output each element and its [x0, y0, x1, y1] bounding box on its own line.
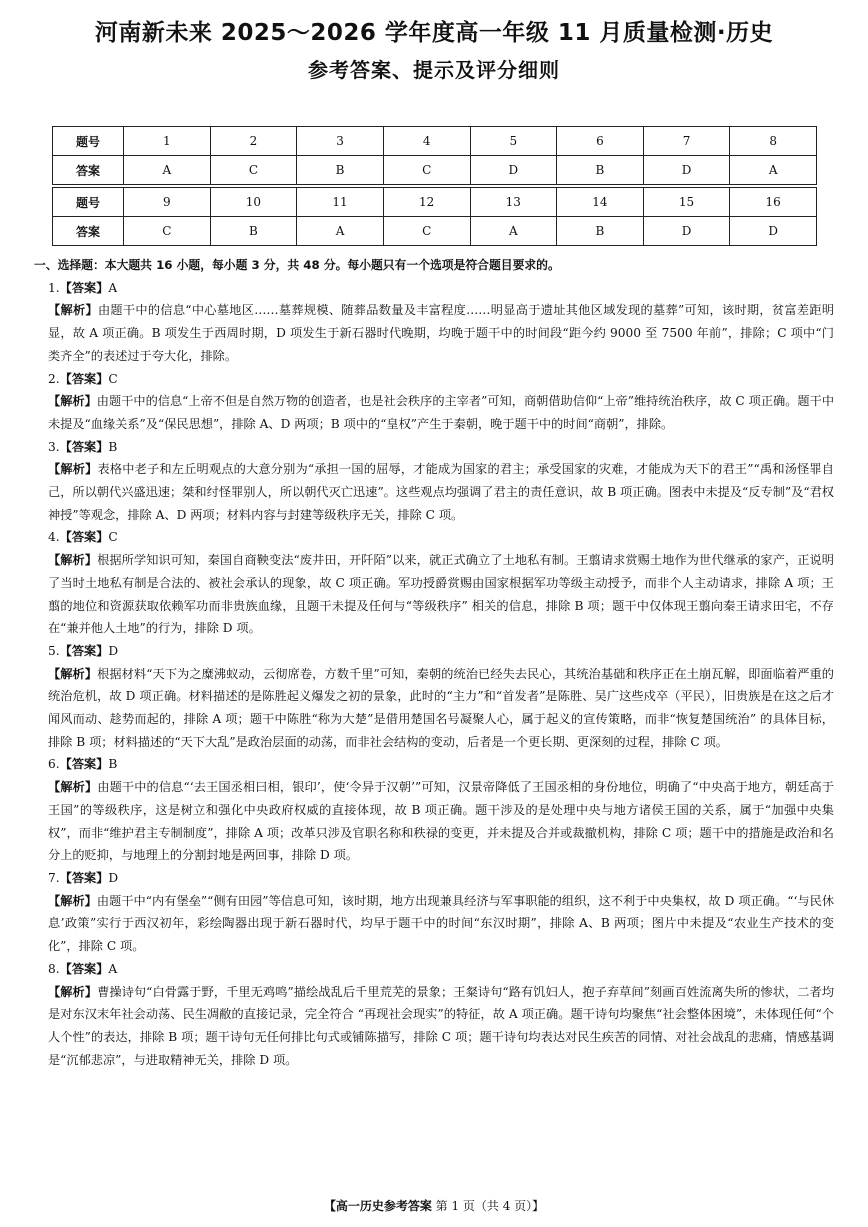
answer-letter: D — [108, 643, 119, 658]
question-number: 1. — [48, 280, 60, 295]
answer-cell: D — [470, 156, 557, 185]
answer-cell: C — [383, 217, 470, 246]
answer-cell: C — [124, 217, 211, 246]
analysis-paragraph — [34, 458, 834, 526]
section-heading: 一、选择题：本大题共 16 小题，每小题 3 分，共 48 分。每小题只有一个选项是符合题目要求的。 — [34, 258, 560, 272]
answer-tag: 【答案】 — [59, 371, 109, 386]
answer-cell: D — [643, 217, 730, 246]
answer-header: 答案 — [53, 156, 124, 185]
analysis-tag: 【解析】 — [48, 893, 97, 908]
answer-tag: 【答案】 — [59, 757, 109, 772]
question-number-cell: 4 — [383, 127, 470, 156]
question-list — [34, 277, 834, 1072]
analysis-paragraph — [34, 390, 834, 435]
answer-cell: A — [124, 156, 211, 185]
footer-label: 【高一历史参考答案 — [323, 1199, 432, 1213]
answer-row — [53, 217, 817, 246]
question-number-cell: 16 — [730, 188, 817, 217]
answer-cell: A — [297, 217, 384, 246]
question-number: 7. — [48, 870, 60, 885]
analysis-text: 曹操诗句“白骨露于野，千里无鸡鸣”描绘战乱后千里荒芜的景象；王粲诗句“路有饥妇人，抱子弃草间”刻画百姓流离失所的惨状，二者均是对东汉末年社会动荡、民生凋敝的直接记录，完全符合 “再现社会现实”的特征，故 A 项正确。题干诗句均聚焦“社会整体困境”，未体现任何“个人个性”的表达，排除 B 项；题干诗句无任何排比句式或铺陈描写，排除 C 项；题干诗句均表达对民生疾苦的同情、对社会战乱的悲痛，情感基调是“沉郁悲凉”，与进取精神无关，排除 D 项。 — [48, 984, 835, 1067]
analysis-text: 表格中老子和左丘明观点的大意分别为“承担一国的屈辱，才能成为国家的君主；承受国家的灾难，才能成为天下的君王”“禹和汤怪罪自己，所以朝代兴盛迅速；桀和纣怪罪别人，所以朝代灭亡迅速”。这些观点均强调了君主的责任意识，故 B 项正确。图表中未提及“反专制”及“君权神授”等观念，排除 A、D 两项；材料内容与封建等级秩序无关，排除 C 项。 — [48, 462, 834, 522]
analysis-text: 由题干中的信息“‘去王国丞相曰相，银印’，使‘令异于汉朝’”可知，汉景帝降低了王国丞相的身份地位，明确了“中央高于地方，朝廷高于王国”的等级秩序，这是树立和强化中央政府权威的直接体现，故 B 项正确。题干涉及的是处理中央与地方诸侯王国的关系，属于“加强中央集权”，而非“维护君主专制制度”，排除 A 项；改革只涉及官职名称和秩禄的变更，并未提及合并或裁撤机构，排除 C 项；题干中的措施是政治和名分上的贬抑，与地理上的分割封地是两回事，排除 D 项。 — [48, 780, 834, 863]
analysis-paragraph — [34, 776, 834, 867]
answer-line — [34, 277, 834, 300]
answer-cell: B — [557, 217, 644, 246]
question-number: 2. — [48, 371, 60, 386]
answer-line — [34, 368, 834, 391]
document-title: 河南新未来 2025～2026 学年度高一年级 11 月质量检测·历史 — [94, 20, 774, 46]
question-number: 6. — [48, 757, 60, 772]
answer-header: 答案 — [53, 217, 124, 246]
analysis-text: 根据材料“天下为之糜沸蚁动，云彻席卷，方数千里”可知，秦朝的统治已经失去民心，其统治基础和秩序正在土崩瓦解，即面临着严重的统治危机，故 D 项正确。材料描述的是陈胜起义爆发之初的景象，此时的“主力”和“首发者”是陈胜、吴广这些戍卒（平民），旧贵族是在这之后才闻风而动、趁势而起的，排除 A 项；题干中陈胜“称为大楚”是借用楚国名号凝聚人心，属于起义的宣传策略，而非“恢复楚国统治” 的具体目标，排除 B 项；材料描述的“天下大乱”是政治层面的动荡，而非社会结构的变动，后者是一个更长期、更深刻的过程，排除 C 项。 — [48, 666, 834, 749]
footer-page-number: 第 1 页（共 4 页）】 — [435, 1199, 545, 1213]
analysis-tag: 【解析】 — [48, 462, 98, 477]
answer-cell: B — [297, 156, 384, 185]
question-number-header: 题号 — [53, 127, 124, 156]
answer-tag: 【答案】 — [59, 439, 109, 454]
answer-letter: B — [108, 757, 118, 772]
answer-letter: D — [108, 870, 119, 885]
analysis-tag: 【解析】 — [48, 666, 98, 681]
analysis-tag: 【解析】 — [48, 553, 98, 568]
question-number-cell: 15 — [643, 188, 730, 217]
question-number: 8. — [48, 961, 60, 976]
question-number-cell: 7 — [643, 127, 730, 156]
analysis-paragraph — [34, 663, 834, 754]
analysis-tag: 【解析】 — [48, 984, 98, 999]
answer-letter: C — [108, 371, 118, 386]
question-number: 4. — [48, 530, 60, 545]
answer-tag: 【答案】 — [59, 643, 109, 658]
answer-cell: A — [470, 217, 557, 246]
page-footer — [0, 1197, 868, 1214]
question-number-cell: 6 — [557, 127, 644, 156]
analysis-paragraph — [34, 981, 834, 1072]
answer-letter: A — [108, 280, 118, 295]
question-number-row — [53, 127, 817, 156]
answer-tag: 【答案】 — [59, 530, 109, 545]
answer-letter: C — [108, 530, 118, 545]
question-number-cell: 8 — [730, 127, 817, 156]
question-number-cell: 9 — [124, 188, 211, 217]
analysis-text: 根据所学知识可知，秦国自商鞅变法“废井田，开阡陌”以来，就正式确立了土地私有制。王翦请求赏赐土地作为世代继承的家产，正说明了当时土地私有制是合法的、被社会承认的现象，故 C 项正确。军功授爵赏赐由国家根据军功等级主动授予，而非个人主动请求，排除 A 项；王翦的地位和资源获取依赖军功而非贵族血缘，且题干未提及任何与“等级秩序” 相关的信息，排除 B 项；题干中仅体现王翦向秦王请求田宅，不存在“兼并他人土地”的行为，排除 D 项。 — [48, 553, 834, 636]
answer-row — [53, 156, 817, 185]
answer-line — [34, 867, 834, 890]
answer-letter: B — [108, 439, 118, 454]
answer-cell: D — [730, 217, 817, 246]
analysis-text: 由题干中“内有堡垒”“侧有田园”等信息可知，该时期，地方出现兼具经济与军事职能的组织，这不利于中央集权，故 D 项正确。“‘与民休息’政策”实行于西汉初年，彩绘陶器出现于新石器时代，均早于题干中的时间“东汉时期”，排除 A、B 两项；图片中未提及“农业生产技术的变化”，排除 C 项。 — [48, 893, 835, 954]
answer-table — [52, 126, 817, 246]
answer-line — [34, 958, 834, 981]
analysis-tag: 【解析】 — [48, 394, 97, 409]
answer-cell: D — [643, 156, 730, 185]
question-number-cell: 11 — [297, 188, 384, 217]
answer-line — [34, 753, 834, 776]
analysis-paragraph — [34, 890, 834, 958]
answer-cell: C — [383, 156, 470, 185]
question-number-cell: 2 — [210, 127, 297, 156]
analysis-paragraph — [34, 549, 834, 640]
answer-line — [34, 526, 834, 549]
answer-cell: B — [210, 217, 297, 246]
question-number-cell: 1 — [124, 127, 211, 156]
question-number-cell: 10 — [210, 188, 297, 217]
question-number: 5. — [48, 643, 60, 658]
document-subtitle: 参考答案、提示及评分细则 — [308, 58, 560, 82]
question-number-cell: 5 — [470, 127, 557, 156]
question-number-row — [53, 188, 817, 217]
analysis-tag: 【解析】 — [48, 303, 98, 318]
answer-line — [34, 436, 834, 459]
answer-line — [34, 640, 834, 663]
answer-tag: 【答案】 — [59, 870, 109, 885]
answer-cell: A — [730, 156, 817, 185]
analysis-paragraph — [34, 299, 834, 367]
question-number-header: 题号 — [53, 188, 124, 217]
analysis-tag: 【解析】 — [48, 780, 98, 795]
question-number-cell: 3 — [297, 127, 384, 156]
answer-letter: A — [108, 961, 118, 976]
answer-tag: 【答案】 — [59, 961, 109, 976]
question-number-cell: 12 — [383, 188, 470, 217]
analysis-text: 由题干中的信息“中心墓地区……墓葬规模、随葬品数量及丰富程度……明显高于遗址其他区域发现的墓葬”可知，该时期，贫富差距明显，故 A 项正确。B 项发生于西周时期，D 项发生于新石器时代晚期，均晚于题干中的时间段“距今约 9000 至 7500 年前”，排除；C 项中“门类齐全”的表述过于夸大化，排除。 — [48, 303, 835, 363]
explanations — [34, 254, 834, 1071]
answer-tag: 【答案】 — [59, 280, 109, 295]
question-number-cell: 13 — [470, 188, 557, 217]
answer-cell: C — [210, 156, 297, 185]
answer-cell: B — [557, 156, 644, 185]
question-number: 3. — [48, 439, 60, 454]
question-number-cell: 14 — [557, 188, 644, 217]
analysis-text: 由题干中的信息“上帝不但是自然万物的创造者，也是社会秩序的主宰者”可知，商朝借助信仰“上帝”维持统治秩序，故 C 项正确。题干中未提及“血缘关系”及“保民思想”，排除 A、D 两项；B 项中的“皇权”产生于秦朝，晚于题干中的时间“商朝”，排除。 — [48, 394, 835, 431]
